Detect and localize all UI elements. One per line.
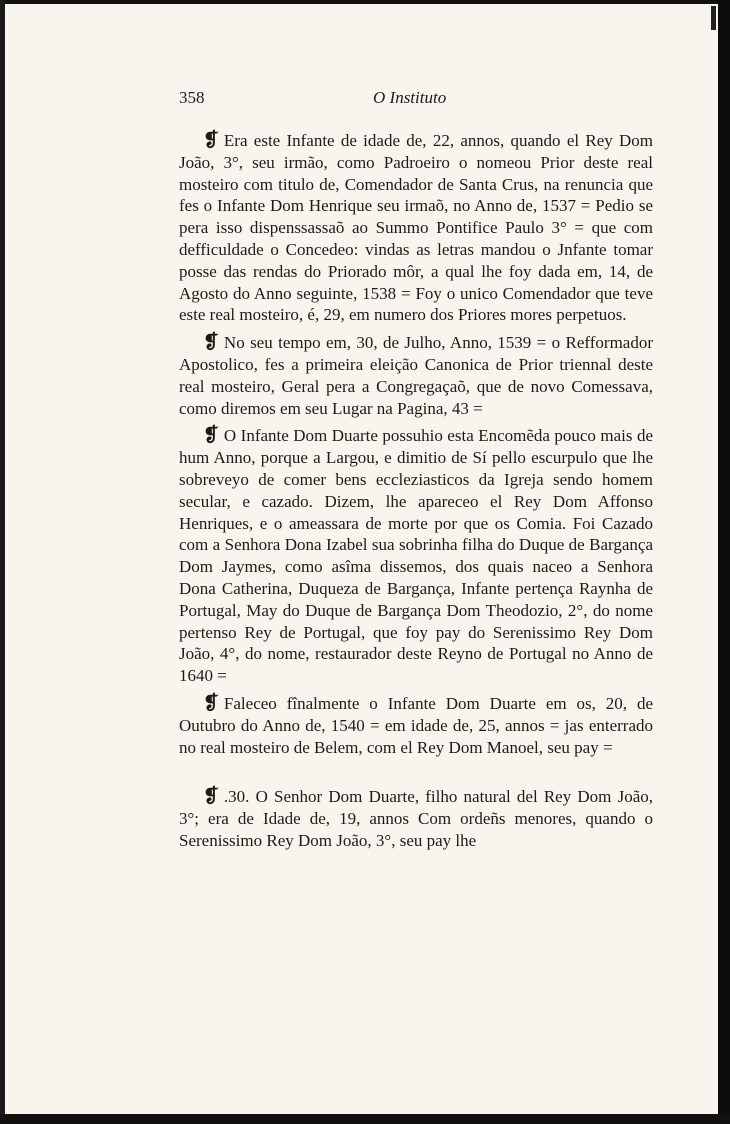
paragraph-5: [179, 786, 653, 851]
scan-corner-mark: [711, 6, 716, 30]
paragraph-2: [179, 332, 653, 419]
paragraph-4: [179, 693, 653, 758]
paragraph-3: [179, 425, 653, 687]
paragraph-text: Faleceo fînalmente o Infante Dom Duarte em os, 20, de Outubro do Anno de, 1540 = em idade de, 25, annos = jas enterrado no real mosteiro de Belem, com el Rey Dom Manoel, seu pay =: [179, 693, 653, 757]
paragraph-text: O Infante Dom Duarte possuhio esta Encomẽda pouco mais de hum Anno, porque a Largou, e dimitio de Sí pello escurpulo que lhe sobreveyo de comer bens eccleziasticos da Igreja sendo homem secular, e cazado. Dizem, lhe apareceo el Rey Dom Affonso Henriques, e o ameassara de morte por que os Comia. Foi Cazado com a Senhora Dona Izabel sua sobrinha filha do Duque de Bargança Dom Jaymes, como asîma dissemos, dos quais naceo a Senhora Dona Catherina, Duqueza de Bargança, Infante pertença Raynha de Portugal, May do Duque de Bargança Dom Theodozio, 2°, do nome pertenso Rey de Portugal, que foy pay do Serenissimo Rey Dom João, 4°, do nome, restaurador deste Reyno de Portugal no Anno de 1640 =: [179, 426, 653, 686]
paragraph-mark-icon: ❡: [203, 692, 219, 714]
paragraph-text: .30. O Senhor Dom Duarte, filho natural del Rey Dom João, 3°; era de Idade de, 19, annos Com ordeñs menores, quando o Serenissimo Rey Dom João, 3°, seu pay lhe: [179, 787, 653, 850]
paragraph-mark-icon: ❡: [203, 425, 219, 447]
page-body: [179, 130, 653, 858]
page-number: 358: [179, 88, 205, 107]
scan-edge-bottom: [0, 1114, 730, 1124]
paragraph-text: No seu tempo em, 30, de Julho, Anno, 1539 = o Refformador Apostolico, fes a primeira eleição Canonica de Prior triennal deste real mosteiro, Geral pera a Congregaçaõ, que de novo Comessava, como diremos em seu Lugar na Pagina, 43 =: [179, 333, 653, 418]
scan-edge-right: [718, 0, 730, 1124]
paragraph-mark-icon: ❡: [203, 786, 219, 808]
paragraph-1: [179, 130, 653, 326]
page-header: [179, 88, 653, 112]
running-title: O Instituto: [373, 88, 447, 107]
paragraph-mark-icon: ❡: [203, 332, 219, 354]
paragraph-text: Era este Infante de idade de, 22, annos, quando el Rey Dom João, 3°, seu irmão, como Padroeiro o nomeou Prior deste real mosteiro com titulo de, Comendador de Santa Crus, na renuncia que fes o Infante Dom Henrique seu irmaõ, no Anno de, 1537 = Pedio se pera isso dispenssassaõ ao Summo Pontifice Paulo 3° = que com defficuldade o Concedeo: vindas as letras mandou o Jnfante tomar posse das rendas do Priorado môr, a qual lhe foy dada em, 14, de Agosto do Anno seguinte, 1538 = Foy o unico Comendador que teve este real mosteiro, é, 29, em numero dos Priores mores perpetuos.: [179, 131, 653, 325]
scan-edge-left: [0, 0, 5, 1124]
scan-edge-top: [0, 0, 730, 4]
paragraph-mark-icon: ❡: [203, 130, 219, 151]
